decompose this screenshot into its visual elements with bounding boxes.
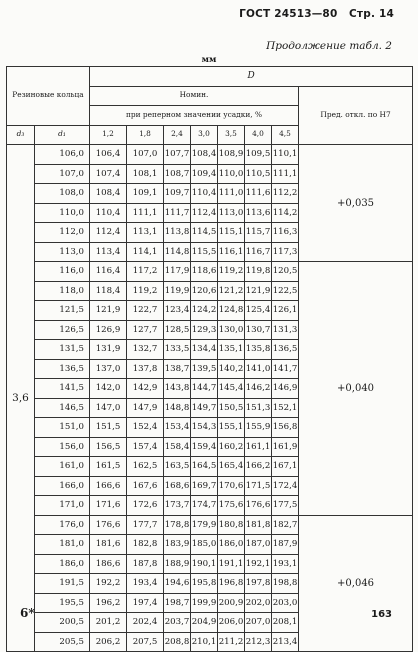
d-value-cell: 118,4 [90,281,127,301]
d-value-cell: 187,0 [245,535,272,555]
d1-cell: 151,0 [35,418,90,438]
d-value-cell: 116,4 [90,262,127,282]
d-value-cell: 110,4 [191,184,218,204]
d-value-cell: 172,6 [127,496,164,516]
d-value-cell: 167,1 [272,457,299,477]
d-value-cell: 119,8 [245,262,272,282]
page-label: Стр. 14 [349,8,394,20]
d-value-cell: 173,7 [164,496,191,516]
d-value-cell: 177,7 [127,515,164,535]
d-value-cell: 113,0 [218,203,245,223]
d-value-cell: 115,5 [191,242,218,262]
d-value-cell: 122,7 [127,301,164,321]
d-value-cell: 136,5 [272,340,299,360]
page-number: 163 [371,609,392,620]
d-value-cell: 203,0 [272,593,299,613]
d-value-cell: 109,4 [191,164,218,184]
d1-cell: 161,0 [35,457,90,477]
d-value-cell: 117,9 [164,262,191,282]
d-value-cell: 206,2 [90,632,127,652]
d-value-cell: 110,0 [218,164,245,184]
d-value-cell: 165,4 [218,457,245,477]
d-value-cell: 123,4 [164,301,191,321]
d-value-cell: 131,3 [272,320,299,340]
d-value-cell: 141,0 [245,359,272,379]
d-value-cell: 186,0 [218,535,245,555]
d-value-cell: 120,6 [191,281,218,301]
d-value-cell: 207,0 [245,613,272,633]
shrinkage-value-2: 2,4 [164,125,191,145]
d-value-cell: 116,7 [245,242,272,262]
d-value-cell: 109,1 [127,184,164,204]
d-value-cell: 208,1 [272,613,299,633]
d-value-cell: 111,7 [164,203,191,223]
d-value-cell: 135,1 [218,340,245,360]
d-value-cell: 111,1 [127,203,164,223]
signature-mark: 6* [20,606,35,620]
d-value-cell: 115,7 [245,223,272,243]
d-value-cell: 156,8 [272,418,299,438]
d-value-cell: 106,4 [90,145,127,165]
d-value-cell: 114,2 [272,203,299,223]
d-value-cell: 185,0 [191,535,218,555]
d-value-cell: 109,5 [245,145,272,165]
d-value-cell: 180,8 [218,515,245,535]
d-value-cell: 113,4 [90,242,127,262]
d-value-cell: 196,2 [90,593,127,613]
d-value-cell: 110,4 [90,203,127,223]
d-value-cell: 121,9 [90,301,127,321]
dimensions-table [6,66,413,652]
d-value-cell: 135,8 [245,340,272,360]
d1-cell: 110,0 [35,203,90,223]
d1-cell: 146,5 [35,398,90,418]
d1-cell: 112,0 [35,223,90,243]
d-value-cell: 155,9 [245,418,272,438]
d-value-cell: 160,2 [218,437,245,457]
d-value-cell: 110,1 [272,145,299,165]
d-value-cell: 147,9 [127,398,164,418]
d-value-cell: 166,6 [90,476,127,496]
d-value-cell: 163,5 [164,457,191,477]
d-value-cell: 145,4 [218,379,245,399]
table-row [7,262,413,282]
shrinkage-value-0: 1,2 [90,125,127,145]
d-value-cell: 151,3 [245,398,272,418]
d1-cell: 176,0 [35,515,90,535]
d-value-cell: 155,1 [218,418,245,438]
d-value-cell: 118,6 [191,262,218,282]
d-value-cell: 143,8 [164,379,191,399]
d-value-cell: 196,8 [218,574,245,594]
d-value-cell: 125,4 [245,301,272,321]
d-value-cell: 186,6 [90,554,127,574]
d-header: D [90,67,413,87]
d1-header: d₁ [35,125,90,145]
d1-cell: 200,5 [35,613,90,633]
shrinkage-header: при реперном значении усадки, % [90,106,299,126]
d-value-cell: 117,2 [127,262,164,282]
tolerance-cell: +0,035 [299,145,413,262]
d-value-cell: 148,8 [164,398,191,418]
d-value-cell: 202,4 [127,613,164,633]
d-value-cell: 181,8 [245,515,272,535]
nomin-header: Номин. [90,86,299,106]
d-value-cell: 137,0 [90,359,127,379]
d-value-cell: 150,5 [218,398,245,418]
d-value-cell: 139,5 [191,359,218,379]
d-value-cell: 107,7 [164,145,191,165]
d-value-cell: 127,7 [127,320,164,340]
d-value-cell: 187,9 [272,535,299,555]
d-value-cell: 159,4 [191,437,218,457]
d-value-cell: 190,1 [191,554,218,574]
d-value-cell: 191,1 [218,554,245,574]
d-value-cell: 152,4 [127,418,164,438]
d-value-cell: 161,5 [90,457,127,477]
d-value-cell: 119,2 [127,281,164,301]
d1-cell: 171,0 [35,496,90,516]
d-value-cell: 107,0 [127,145,164,165]
d-value-cell: 174,7 [191,496,218,516]
tolerance-header: Пред. откл. по Н7 [299,86,413,145]
d3-value: 3,6 [7,145,35,652]
d-value-cell: 169,7 [191,476,218,496]
d-value-cell: 213,4 [272,632,299,652]
tolerance-cell: +0,046 [299,515,413,652]
d1-cell: 118,0 [35,281,90,301]
d-value-cell: 156,5 [90,437,127,457]
d-value-cell: 111,0 [218,184,245,204]
rubber-rings-header: Резиновые кольца [7,67,90,126]
d-value-cell: 116,1 [218,242,245,262]
d-value-cell: 153,4 [164,418,191,438]
d-value-cell: 151,5 [90,418,127,438]
standard-code: ГОСТ 24513—80 [239,8,338,20]
d-value-cell: 113,1 [127,223,164,243]
d-value-cell: 198,8 [272,574,299,594]
d-value-cell: 176,6 [90,515,127,535]
d-value-cell: 120,5 [272,262,299,282]
d-value-cell: 126,1 [272,301,299,321]
shrinkage-value-1: 1,8 [127,125,164,145]
d-value-cell: 201,2 [90,613,127,633]
d-value-cell: 114,1 [127,242,164,262]
d-value-cell: 108,7 [164,164,191,184]
d-value-cell: 177,5 [272,496,299,516]
d1-cell: 191,5 [35,574,90,594]
d-value-cell: 129,3 [191,320,218,340]
d-value-cell: 114,8 [164,242,191,262]
d-value-cell: 152,1 [272,398,299,418]
d-value-cell: 175,6 [218,496,245,516]
d3-header: d₃ [7,125,35,145]
d-value-cell: 208,8 [164,632,191,652]
d-value-cell: 198,7 [164,593,191,613]
d-value-cell: 108,9 [218,145,245,165]
d-value-cell: 128,5 [164,320,191,340]
d-value-cell: 206,0 [218,613,245,633]
shrinkage-value-3: 3,0 [191,125,218,145]
d-value-cell: 166,2 [245,457,272,477]
d-value-cell: 199,9 [191,593,218,613]
d-value-cell: 176,6 [245,496,272,516]
d1-cell: 126,5 [35,320,90,340]
d-value-cell: 187,8 [127,554,164,574]
d-value-cell: 124,2 [191,301,218,321]
d-value-cell: 193,1 [272,554,299,574]
d-value-cell: 161,9 [272,437,299,457]
d-value-cell: 149,7 [191,398,218,418]
d-value-cell: 202,0 [245,593,272,613]
d-value-cell: 131,9 [90,340,127,360]
d-value-cell: 112,4 [90,223,127,243]
d1-cell: 121,5 [35,301,90,321]
d-value-cell: 211,2 [218,632,245,652]
shrinkage-value-6: 4,5 [272,125,299,145]
d-value-cell: 192,1 [245,554,272,574]
d-value-cell: 112,4 [191,203,218,223]
d-value-cell: 197,4 [127,593,164,613]
d-value-cell: 110,5 [245,164,272,184]
d1-cell: 136,5 [35,359,90,379]
shrinkage-value-5: 4,0 [245,125,272,145]
d-value-cell: 179,9 [191,515,218,535]
d-value-cell: 203,7 [164,613,191,633]
d-value-cell: 182,8 [127,535,164,555]
d-value-cell: 119,9 [164,281,191,301]
shrinkage-value-4: 3,5 [218,125,245,145]
d-value-cell: 108,1 [127,164,164,184]
d-value-cell: 172,4 [272,476,299,496]
d-value-cell: 181,6 [90,535,127,555]
d-value-cell: 130,7 [245,320,272,340]
d-value-cell: 132,7 [127,340,164,360]
d-value-cell: 171,6 [90,496,127,516]
d-value-cell: 212,3 [245,632,272,652]
d-value-cell: 122,5 [272,281,299,301]
d-value-cell: 108,4 [90,184,127,204]
d1-cell: 106,0 [35,145,90,165]
continuation-caption: Продолжение табл. 2 [266,40,392,52]
d-value-cell: 168,6 [164,476,191,496]
d-value-cell: 126,9 [90,320,127,340]
d-value-cell: 210,1 [191,632,218,652]
d-value-cell: 117,3 [272,242,299,262]
d-value-cell: 140,2 [218,359,245,379]
d-value-cell: 112,2 [272,184,299,204]
d1-cell: 141,5 [35,379,90,399]
tolerance-cell: +0,040 [299,262,413,516]
d-value-cell: 183,9 [164,535,191,555]
d1-cell: 116,0 [35,262,90,282]
d-value-cell: 197,8 [245,574,272,594]
d-value-cell: 158,4 [164,437,191,457]
table-row [7,515,413,535]
d-value-cell: 193,4 [127,574,164,594]
d-value-cell: 108,4 [191,145,218,165]
d-value-cell: 167,6 [127,476,164,496]
d-value-cell: 195,8 [191,574,218,594]
d-value-cell: 142,0 [90,379,127,399]
d1-cell: 156,0 [35,437,90,457]
d-value-cell: 124,8 [218,301,245,321]
d1-cell: 186,0 [35,554,90,574]
d-value-cell: 115,1 [218,223,245,243]
d-value-cell: 200,9 [218,593,245,613]
d-value-cell: 164,5 [191,457,218,477]
d-value-cell: 154,3 [191,418,218,438]
d-value-cell: 109,7 [164,184,191,204]
d-value-cell: 133,5 [164,340,191,360]
d-value-cell: 147,0 [90,398,127,418]
d-value-cell: 111,1 [272,164,299,184]
d-value-cell: 192,2 [90,574,127,594]
d-value-cell: 119,2 [218,262,245,282]
d-value-cell: 116,3 [272,223,299,243]
d1-cell: 131,5 [35,340,90,360]
d-value-cell: 121,9 [245,281,272,301]
d1-cell: 205,5 [35,632,90,652]
d1-cell: 113,0 [35,242,90,262]
d-value-cell: 142,9 [127,379,164,399]
d-value-cell: 194,6 [164,574,191,594]
d-value-cell: 138,7 [164,359,191,379]
units-label: мм [201,55,217,65]
d-value-cell: 113,6 [245,203,272,223]
d-value-cell: 146,9 [272,379,299,399]
table-row [7,145,413,165]
d-value-cell: 161,1 [245,437,272,457]
d-value-cell: 171,5 [245,476,272,496]
d-value-cell: 188,9 [164,554,191,574]
d-value-cell: 134,4 [191,340,218,360]
d1-cell: 108,0 [35,184,90,204]
d-value-cell: 170,6 [218,476,245,496]
d-value-cell: 162,5 [127,457,164,477]
d-value-cell: 157,4 [127,437,164,457]
d-value-cell: 144,7 [191,379,218,399]
d-value-cell: 111,6 [245,184,272,204]
d-value-cell: 207,5 [127,632,164,652]
d-value-cell: 113,8 [164,223,191,243]
d-value-cell: 121,2 [218,281,245,301]
d-value-cell: 178,8 [164,515,191,535]
d1-cell: 181,0 [35,535,90,555]
d1-cell: 195,5 [35,593,90,613]
d-value-cell: 182,7 [272,515,299,535]
d1-cell: 166,0 [35,476,90,496]
d-value-cell: 137,8 [127,359,164,379]
d-value-cell: 146,2 [245,379,272,399]
d-value-cell: 141,7 [272,359,299,379]
page-header [239,8,394,20]
d-value-cell: 130,0 [218,320,245,340]
d-value-cell: 107,4 [90,164,127,184]
d-value-cell: 204,9 [191,613,218,633]
d1-cell: 107,0 [35,164,90,184]
d-value-cell: 114,5 [191,223,218,243]
